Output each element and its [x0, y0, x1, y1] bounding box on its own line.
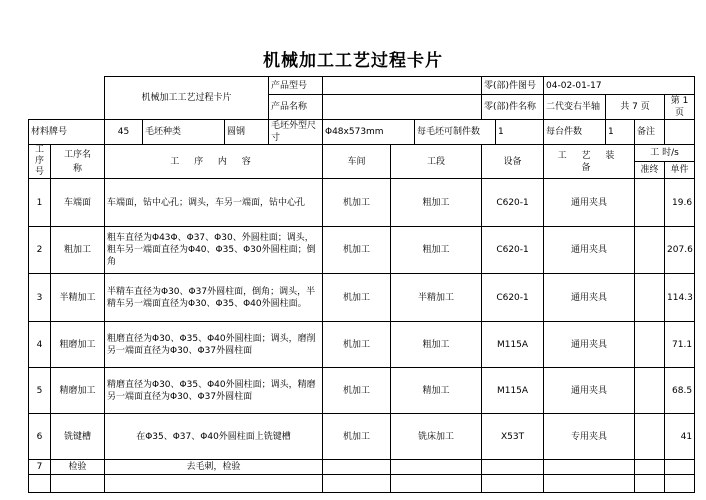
- table-row: [29, 227, 695, 274]
- row-prep: [635, 414, 665, 460]
- row-section: [391, 460, 482, 475]
- header-blank: [29, 77, 105, 120]
- row-equipment: M115A: [482, 322, 544, 368]
- col-seq-line-1: 工: [34, 145, 44, 155]
- product-model-value: [323, 77, 482, 95]
- row-section: 半精加工: [391, 274, 482, 322]
- row-unit-time: 114.3: [665, 274, 695, 322]
- row-equipment: C620-1: [482, 179, 544, 227]
- part-name-value: 二代变右半轴: [544, 95, 606, 120]
- remark-label: 备注: [635, 120, 665, 145]
- part-name-label: 零(部)件名称: [482, 95, 544, 120]
- remark-value: [665, 120, 695, 145]
- row-tooling: 通用夹具: [544, 227, 635, 274]
- row-tooling: 通用夹具: [544, 274, 635, 322]
- col-seq-line-3: 号: [34, 167, 44, 177]
- col-name-line-1: 工序名: [63, 149, 91, 160]
- col-name-line-2: 称: [72, 163, 82, 174]
- table-row: [29, 475, 695, 493]
- row-content: [105, 475, 323, 493]
- col-seq-line-2: 序: [34, 156, 44, 166]
- row-tooling: 专用夹具: [544, 414, 635, 460]
- row-section: [391, 475, 482, 493]
- row-content: 去毛刺，检验: [105, 460, 323, 475]
- row-unit-time: [665, 460, 695, 475]
- process-card-table: [28, 76, 695, 493]
- table-row: [29, 322, 695, 368]
- table-row: [29, 179, 695, 227]
- material-grade-label: 材料牌号: [29, 120, 105, 145]
- row-content: 精磨直径为Φ30、Φ35、Φ40外圆柱面；调头，精磨另一端面直径为Φ30、Φ37外圆柱面: [105, 368, 323, 414]
- row-prep: [635, 227, 665, 274]
- col-workshop-header: 车间: [323, 145, 391, 179]
- col-seq-header: [29, 145, 51, 179]
- page-number: 第 1 页: [665, 95, 695, 120]
- row-prep: [635, 274, 665, 322]
- row-no: [29, 475, 51, 493]
- row-content: 粗车直径为Φ43Φ、Φ37、Φ30、外圆柱面；调头，粗车另一端面直径为Φ40、Φ35、Φ30外圆柱面；倒角: [105, 227, 323, 274]
- total-pages: 共 7 页: [606, 95, 665, 120]
- per-blank-label: 每毛坯可制件数: [415, 120, 496, 145]
- card-label: 机械加工工艺过程卡片: [105, 77, 269, 120]
- row-prep: [635, 322, 665, 368]
- table-row: [29, 274, 695, 322]
- col-name-header: [51, 145, 105, 179]
- col-tooling-header: 工 艺 装 备: [544, 145, 635, 179]
- col-time-header: 工 时/s: [635, 145, 695, 162]
- row-equipment: C620-1: [482, 274, 544, 322]
- row-workshop: 机加工: [323, 368, 391, 414]
- row-equipment: [482, 475, 544, 493]
- blank-size-value: Φ48x573mm: [323, 120, 415, 145]
- row-no: 2: [29, 227, 51, 274]
- per-blank-value: 1: [496, 120, 544, 145]
- row-prep: [635, 368, 665, 414]
- row-no: 4: [29, 322, 51, 368]
- row-tooling: [544, 460, 635, 475]
- row-unit-time: 71.1: [665, 322, 695, 368]
- row-tooling: 通用夹具: [544, 322, 635, 368]
- blank-size-label: 毛坯外型尺寸: [269, 120, 323, 145]
- row-workshop: 机加工: [323, 179, 391, 227]
- col-content-header: 工 序 内 容: [105, 145, 323, 179]
- row-name: 精磨加工: [51, 368, 105, 414]
- row-no: 1: [29, 179, 51, 227]
- row-prep: [635, 179, 665, 227]
- row-tooling: [544, 475, 635, 493]
- blank-type-value: 圆钢: [225, 120, 269, 145]
- row-equipment: X53T: [482, 414, 544, 460]
- row-content: 车端面，钻中心孔；调头，车另一端面，钻中心孔: [105, 179, 323, 227]
- row-section: 粗加工: [391, 227, 482, 274]
- row-tooling: 通用夹具: [544, 179, 635, 227]
- row-name: 粗磨加工: [51, 322, 105, 368]
- row-workshop: [323, 460, 391, 475]
- per-unit-value: 1: [606, 120, 635, 145]
- row-equipment: [482, 460, 544, 475]
- row-no: 7: [29, 460, 51, 475]
- col-prep-final-header: 准终: [635, 162, 665, 179]
- table-row: [29, 414, 695, 460]
- table-row: [29, 460, 695, 475]
- table-row: [29, 368, 695, 414]
- row-unit-time: [665, 475, 695, 493]
- row-unit-time: 19.6: [665, 179, 695, 227]
- row-workshop: 机加工: [323, 227, 391, 274]
- per-unit-label: 每台件数: [544, 120, 606, 145]
- row-name: 检验: [51, 460, 105, 475]
- row-name: 半精加工: [51, 274, 105, 322]
- material-grade-value: 45: [105, 120, 143, 145]
- row-content: 在Φ35、Φ37、Φ40外圆柱面上铣键槽: [105, 414, 323, 460]
- col-section-header: 工段: [391, 145, 482, 179]
- card-title: 机械加工工艺过程卡片: [263, 51, 443, 71]
- row-unit-time: 68.5: [665, 368, 695, 414]
- blank-type-label: 毛坯种类: [143, 120, 225, 145]
- row-workshop: 机加工: [323, 274, 391, 322]
- row-name: 车端面: [51, 179, 105, 227]
- row-unit-time: 207.6: [665, 227, 695, 274]
- row-content: 半精车直径为Φ30、Φ37外圆柱面，倒角；调头，半精车另一端面直径为Φ30、Φ35、Φ40外圆柱面。: [105, 274, 323, 322]
- row-workshop: [323, 475, 391, 493]
- row-name: 铣键槽: [51, 414, 105, 460]
- row-prep: [635, 460, 665, 475]
- row-section: 铣床加工: [391, 414, 482, 460]
- row-content: 粗磨直径为Φ30、Φ35、Φ40外圆柱面；调头，磨削另一端面直径为Φ30、Φ37外圆柱面: [105, 322, 323, 368]
- product-name-label: 产品名称: [269, 95, 323, 120]
- row-name: 粗加工: [51, 227, 105, 274]
- row-unit-time: 41: [665, 414, 695, 460]
- row-section: 粗加工: [391, 179, 482, 227]
- row-no: 3: [29, 274, 51, 322]
- row-workshop: 机加工: [323, 322, 391, 368]
- col-equipment-header: 设备: [482, 145, 544, 179]
- row-no: 5: [29, 368, 51, 414]
- row-equipment: C620-1: [482, 227, 544, 274]
- part-drawing-no-label: 零(部)件图号: [482, 77, 544, 95]
- row-prep: [635, 475, 665, 493]
- part-drawing-no-value: 04-02-01-17: [544, 77, 695, 95]
- row-workshop: 机加工: [323, 414, 391, 460]
- col-unit-time-header: 单件: [665, 162, 695, 179]
- row-equipment: M115A: [482, 368, 544, 414]
- product-model-label: 产品型号: [269, 77, 323, 95]
- row-section: 粗加工: [391, 322, 482, 368]
- row-no: 6: [29, 414, 51, 460]
- row-section: 精加工: [391, 368, 482, 414]
- product-name-value: [323, 95, 482, 120]
- row-tooling: 通用夹具: [544, 368, 635, 414]
- row-name: [51, 475, 105, 493]
